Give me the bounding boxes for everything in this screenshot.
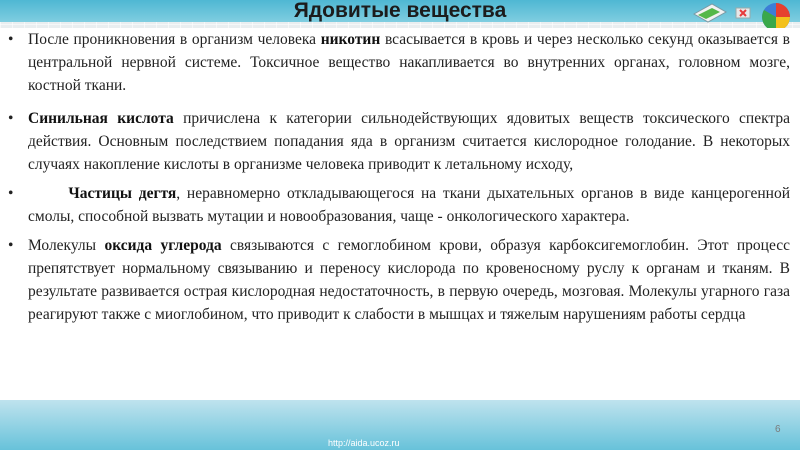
paragraph-text: всасывается в кровь и через несколько секунд оказывается в центральной нервной системе. Токсичное вещество накапливается во внутренних органах, головном мозге, костной ткани.: [28, 31, 790, 94]
slide-title: Ядовитые вещества: [293, 0, 507, 22]
bullet-marker: •: [8, 31, 14, 48]
paragraph-text: [28, 185, 68, 202]
bullet-paragraph-nicotine: [8, 28, 790, 97]
paragraph-text: , неравномерно откладывающегося на ткани дыхательных органов в виде канцерогенной смолы, способной вызвать мутации и новообразования, чаще - онкологического характера.: [28, 185, 790, 225]
highlight-term-cyanide: Синильная кислота: [28, 110, 174, 127]
paragraph-text: связываются с гемоглобином крови, образуя карбоксигемоглобин. Этот процесс препятствует нормальному связыванию и переносу кислорода по кровеносному руслу к органам и тканям. В результате развивается острая кислородная недостаточность, в первую очередь, мозговая. Молекулы угарного газа реагируют также с миоглобином, что приводит к слабости в мышцах и тяжелым нарушениям работы сердца: [28, 237, 790, 323]
highlight-term-tar: Частицы дегтя: [68, 185, 177, 202]
bullet-marker: •: [8, 110, 14, 127]
bullet-marker: •: [8, 185, 14, 202]
bullet-paragraph-carbon-monoxide: [8, 234, 790, 326]
highlight-term-nicotine: никотин: [320, 31, 381, 48]
paragraph-text: Молекулы: [28, 237, 105, 254]
bullet-paragraph-cyanide: [8, 107, 790, 176]
slide-content-panel: [0, 28, 800, 400]
footer-band: [0, 400, 800, 450]
bullet-marker: •: [8, 237, 14, 254]
footer-url: http://aida.ucoz.ru: [328, 438, 400, 448]
paragraph-text: причислена к категории сильнодействующих ядовитых веществ токсического спектра действия. Основным последствием попадания яда в организм считается кислородное голодание. В некоторых случаях накопление кислоты в организме человека приводит к летальному исходу,: [28, 110, 791, 173]
highlight-term-carbon-monoxide: оксида углерода: [104, 237, 222, 254]
paragraph-text: После проникновения в организм человека: [28, 31, 321, 48]
page-number: 6: [775, 424, 781, 435]
bullet-paragraph-tar: [8, 182, 790, 228]
